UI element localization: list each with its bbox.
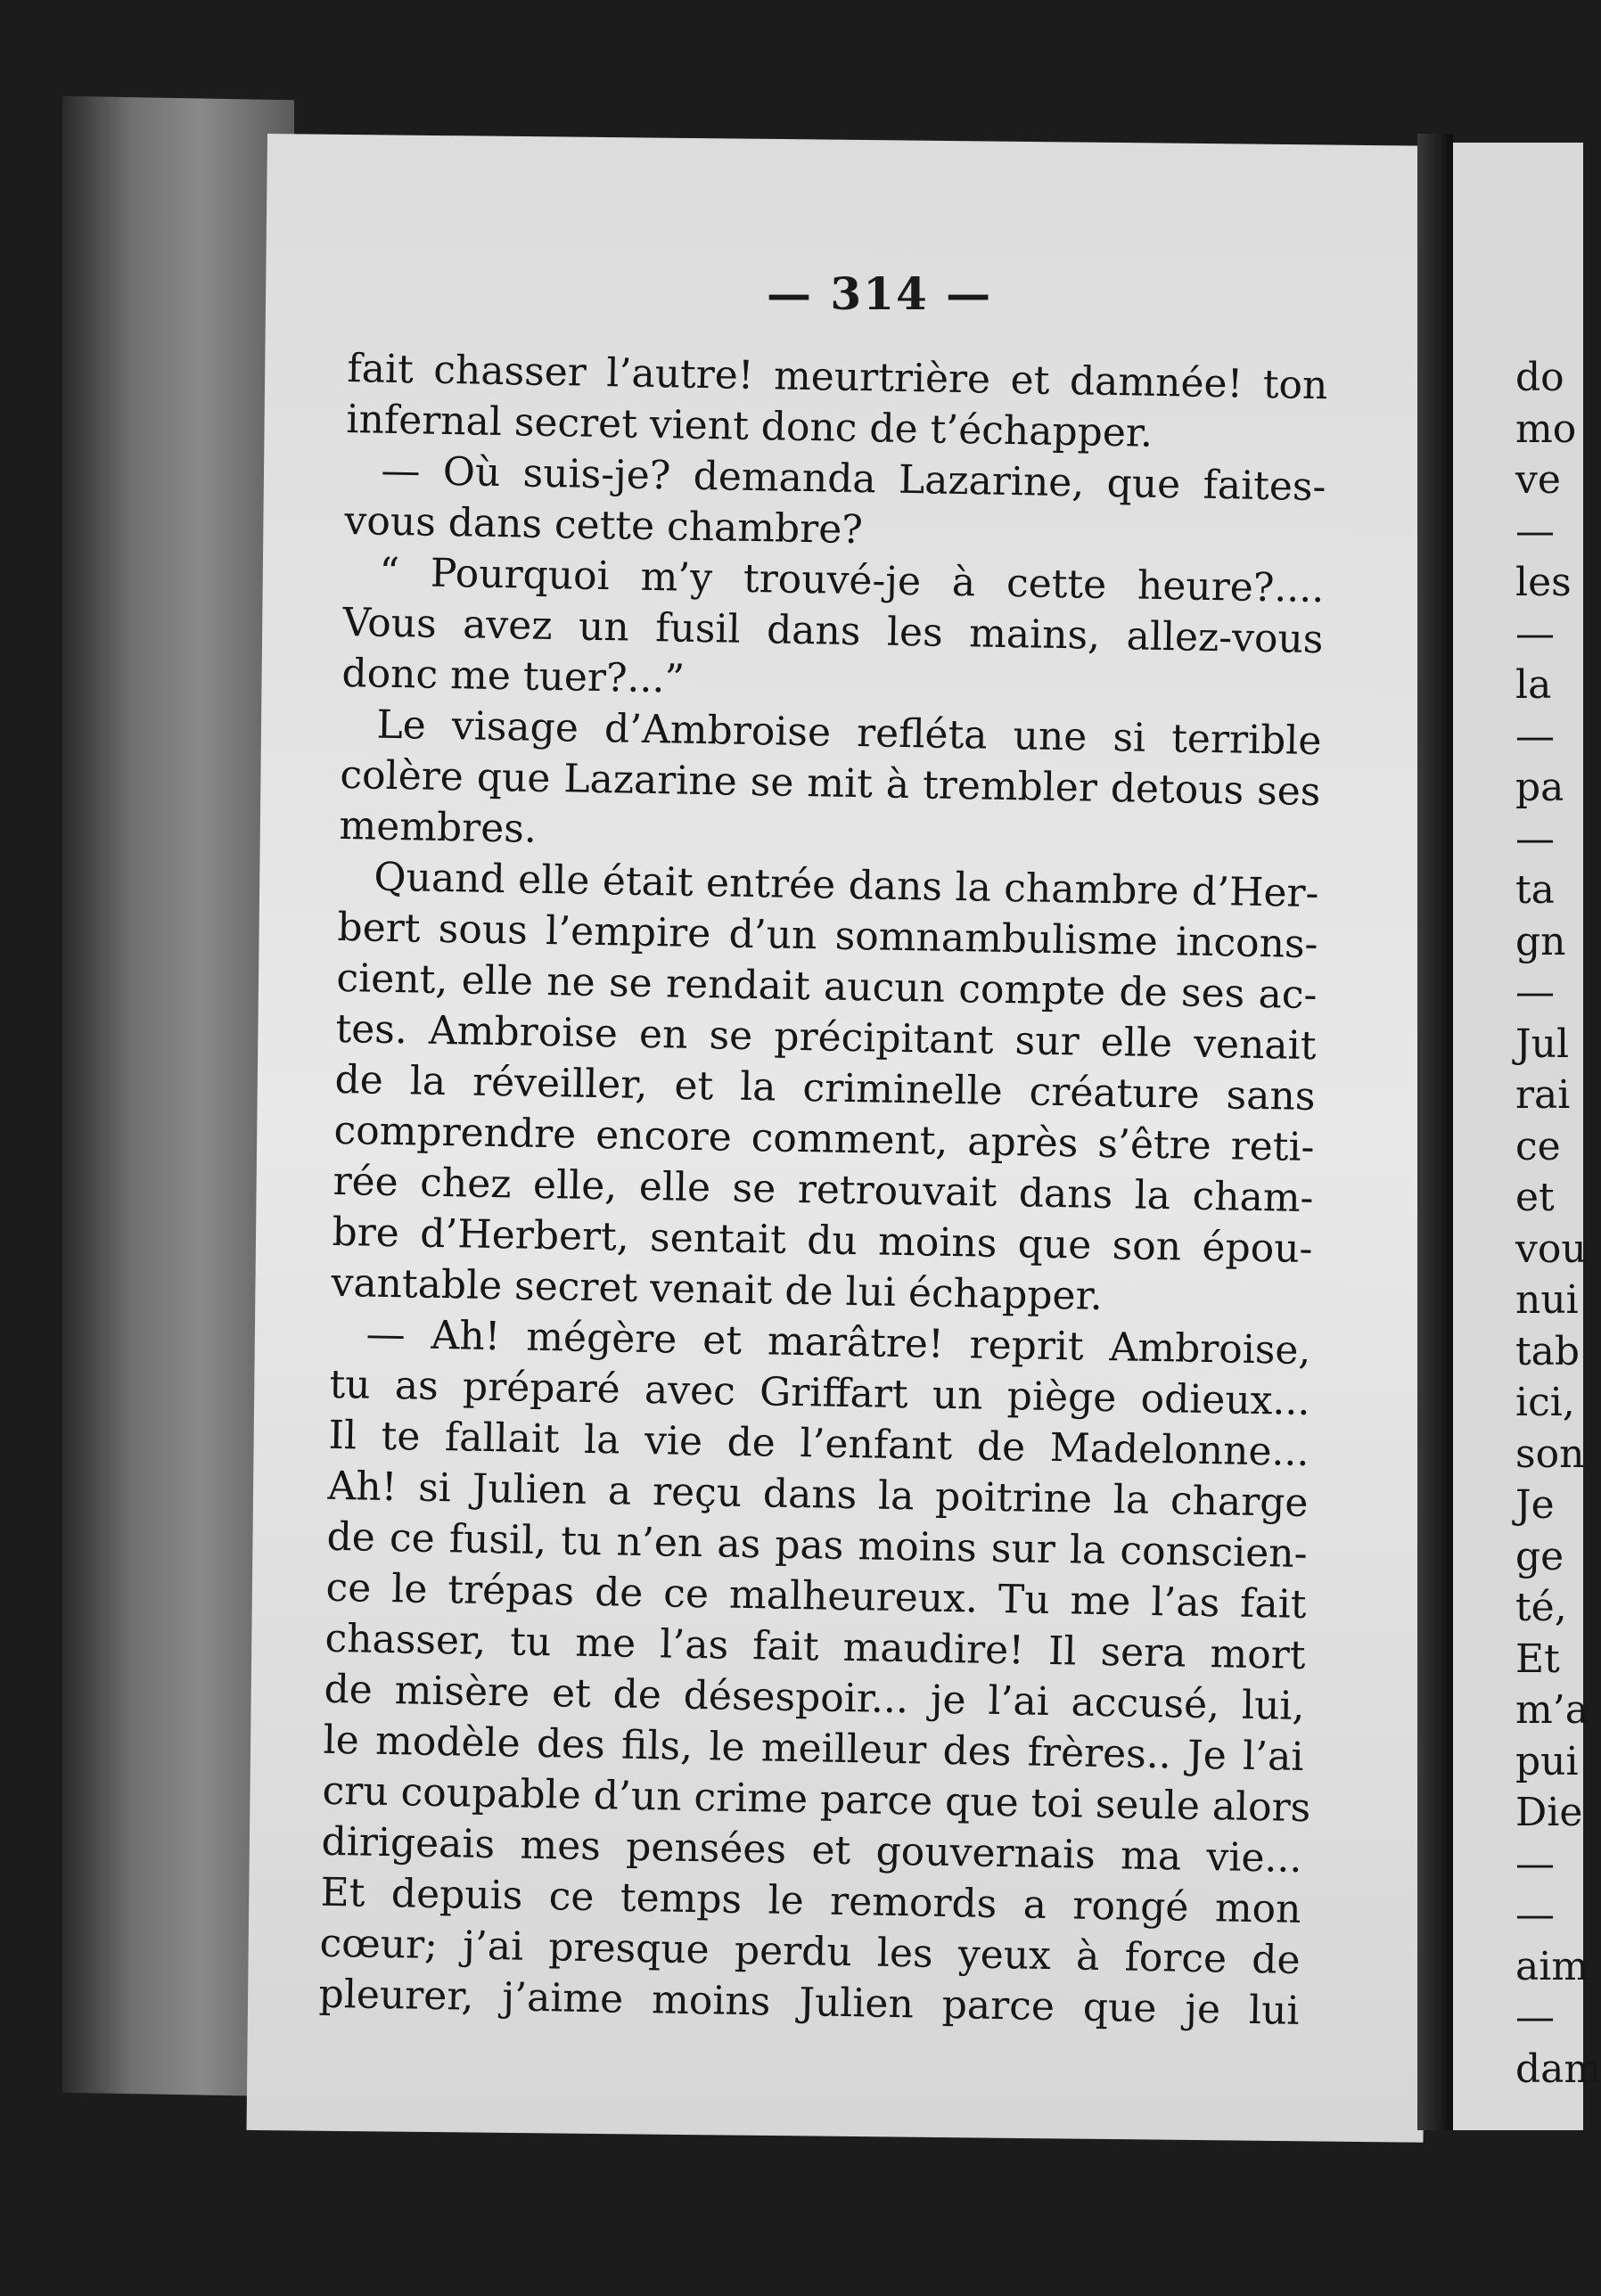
right-page-fragment: té, bbox=[1515, 1585, 1567, 1630]
text-line: infernal secret vient donc de t’échapper. bbox=[346, 396, 1154, 456]
text-line: cient, elle ne se rendait aucun compte de ses ac- bbox=[336, 955, 1318, 1019]
text-line: vous dans cette chambre? bbox=[344, 497, 864, 554]
right-page-fragment: — bbox=[1515, 611, 1555, 657]
right-page-fragment: gn bbox=[1515, 918, 1566, 964]
text-line: cœur; j’ai presque perdu les yeux à force de bbox=[319, 1920, 1301, 1983]
right-page-fragment: do bbox=[1515, 355, 1564, 400]
right-page-fragment: — bbox=[1515, 816, 1555, 862]
text-line: Ah! si Julien a reçu dans la poitrine la charge bbox=[327, 1463, 1309, 1526]
right-page-text-fragments bbox=[1515, 352, 1601, 2095]
text-line: bert sous l’empire d’un somnambulisme incons- bbox=[337, 904, 1318, 968]
text-line: “ Pourquoi m’y trouvé-je à cette heure?.... bbox=[379, 549, 1325, 612]
text-line: cru coupable d’un crime parce que toi seule alors bbox=[322, 1767, 1311, 1832]
text-line: vantable secret venait de lui échapper. bbox=[331, 1259, 1104, 1319]
text-line: colère que Lazarine se mit à trembler detous ses bbox=[340, 751, 1321, 816]
text-line: de ce fusil, tu n’en as pas moins sur la conscien- bbox=[326, 1513, 1308, 1577]
text-line: le modèle des fils, le meilleur des frères.. Je l’ai bbox=[323, 1717, 1304, 1780]
right-page-fragment: tab bbox=[1515, 1328, 1580, 1374]
text-line: Quand elle était entrée dans la chambre d’Her- bbox=[374, 854, 1319, 917]
text-line: Le visage d’Ambroise refléta une si terrible bbox=[376, 701, 1322, 765]
right-page-fragment: aim bbox=[1515, 1943, 1589, 1989]
text-line: tes. Ambroise en se précipitant sur elle venait bbox=[335, 1005, 1317, 1070]
right-page-fragment: — bbox=[1515, 1892, 1555, 1938]
right-page-fragment: Et bbox=[1515, 1636, 1560, 1682]
right-page-fragment: nui bbox=[1515, 1277, 1579, 1323]
right-page-fragment: — bbox=[1515, 1841, 1555, 1887]
right-page-fragment: mo bbox=[1515, 406, 1577, 452]
right-page-fragment: ge bbox=[1515, 1533, 1564, 1579]
text-line: chasser, tu me l’as fait maudire! Il sera mort bbox=[324, 1615, 1306, 1678]
book-gutter bbox=[1417, 134, 1453, 2130]
right-page-fragment: — bbox=[1515, 713, 1555, 759]
right-page-fragment: les bbox=[1515, 560, 1572, 605]
right-page-fragment: rai bbox=[1515, 1072, 1571, 1118]
right-page-fragment: m’a bbox=[1515, 1687, 1589, 1733]
right-page-fragment: — bbox=[1515, 970, 1555, 1015]
right-page-fragment: Jul bbox=[1515, 1021, 1570, 1067]
right-page-fragment: et bbox=[1515, 1175, 1555, 1220]
text-line: pleurer, j’aime moins Julien parce que je lui bbox=[318, 1971, 1300, 2034]
right-page-fragment: Die bbox=[1515, 1790, 1583, 1835]
right-page-fragment: pa bbox=[1515, 765, 1564, 810]
text-line: — Ah! mégère et marâtre! reprit Ambroise, bbox=[365, 1311, 1311, 1374]
right-page-fragment: dam bbox=[1515, 2046, 1601, 2092]
page-number: — 314 — bbox=[767, 267, 993, 320]
text-line: Vous avez un fusil dans les mains, allez-vous bbox=[342, 599, 1324, 663]
text-line: dirigeais mes pensées et gouvernais ma vie... bbox=[321, 1818, 1302, 1882]
text-line: Et depuis ce temps le remords a rongé mon bbox=[320, 1869, 1301, 1932]
right-page-fragment: Je bbox=[1515, 1482, 1555, 1528]
text-line: rée chez elle, elle se retrouvait dans la cham- bbox=[333, 1158, 1314, 1222]
text-line: donc me tuer?...” bbox=[341, 650, 686, 702]
text-line: de la réveiller, et la criminelle créature sans bbox=[334, 1056, 1316, 1120]
text-line: membres. bbox=[339, 802, 538, 852]
right-page-fragment: ici, bbox=[1515, 1380, 1575, 1425]
right-page-fragment: ta bbox=[1515, 867, 1555, 913]
text-line: comprendre encore comment, après s’être reti- bbox=[333, 1107, 1315, 1171]
text-line: fait chasser l’autre! meurtrière et damnée! ton bbox=[347, 345, 1328, 409]
text-line: ce le trépas de ce malheureux. Tu me l’as fait bbox=[325, 1564, 1307, 1628]
text-line: tu as préparé avec Griffart un piège odieux... bbox=[329, 1361, 1310, 1425]
body-text bbox=[318, 343, 1328, 2037]
right-page-fragment: pui bbox=[1515, 1738, 1579, 1784]
right-page-fragment: vou bbox=[1515, 1226, 1587, 1272]
right-page-fragment: — bbox=[1515, 1995, 1555, 2040]
text-line: bre d’Herbert, sentait du moins que son épou- bbox=[332, 1209, 1313, 1273]
right-page-fragment: son bbox=[1515, 1431, 1585, 1477]
right-page-fragment: ce bbox=[1515, 1123, 1561, 1169]
text-line: Il te fallait la vie de l’enfant de Madelonne... bbox=[328, 1412, 1310, 1476]
right-page-fragment: la bbox=[1515, 662, 1552, 708]
text-line: de misère et de désespoir... je l’ai accusé, lui, bbox=[324, 1666, 1305, 1729]
right-page-fragment: ve bbox=[1515, 457, 1561, 503]
text-line: — Où suis-je? demanda Lazarine, que faites- bbox=[381, 447, 1326, 511]
right-page-fragment: — bbox=[1515, 508, 1555, 554]
